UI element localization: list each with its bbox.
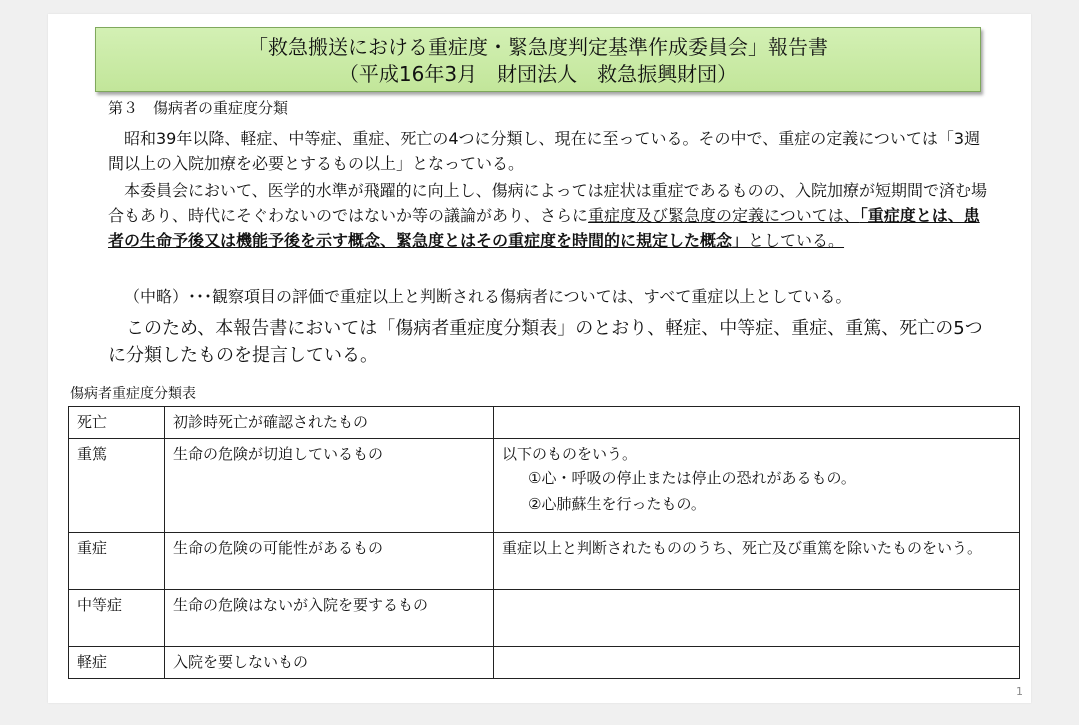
paragraph-2 bbox=[108, 178, 988, 253]
table-row bbox=[69, 439, 1020, 533]
paragraph-2-underlined: 重症度及び緊急度の定義については、 bbox=[588, 206, 860, 225]
definition-cell: 入院を要しないもの bbox=[165, 647, 494, 679]
page-number: 1 bbox=[1016, 685, 1023, 698]
definition-cell: 生命の危険が切迫しているもの bbox=[165, 439, 494, 533]
title-line-1: 「救急搬送における重症度・緊急度判定基準作成委員会」報告書 bbox=[248, 35, 828, 59]
paragraph-4-text: このため、本報告書においては「傷病者重症度分類表」のとおり、軽症、中等症、重症、重篤、死亡の5つに分類したものを提言している。 bbox=[108, 318, 983, 366]
notes-cell bbox=[494, 439, 1020, 533]
level-cell: 死亡 bbox=[69, 407, 165, 439]
table-row bbox=[69, 590, 1020, 647]
notes-cell bbox=[494, 647, 1020, 679]
level-cell: 軽症 bbox=[69, 647, 165, 679]
notes-cell bbox=[494, 407, 1020, 439]
level-cell: 重症 bbox=[69, 533, 165, 590]
level-cell: 重篤 bbox=[69, 439, 165, 533]
paragraph-3-text: （中略）･･･観察項目の評価で重症以上と判断される傷病者については、すべて重症以上としている。 bbox=[124, 287, 852, 306]
severity-definition: 「重症度とは、患者の生命予後又は機能予後を示す概念、緊急度とはその重症度を時間的に規定した概念」 bbox=[108, 206, 980, 250]
notes-sub-item-2: ②心肺蘇生を行ったもの。 bbox=[528, 495, 706, 513]
level-cell: 中等症 bbox=[69, 590, 165, 647]
paragraph-4 bbox=[108, 315, 988, 369]
table-row bbox=[69, 533, 1020, 590]
definition-cell: 生命の危険の可能性があるもの bbox=[165, 533, 494, 590]
notes-text: 以下のものをいう。 bbox=[502, 445, 638, 463]
table-row bbox=[69, 647, 1020, 679]
title-box bbox=[95, 27, 981, 92]
document-page bbox=[48, 14, 1031, 703]
table-title: 傷病者重症度分類表 bbox=[70, 386, 196, 402]
definition-cell: 初診時死亡が確認されたもの bbox=[165, 407, 494, 439]
paragraph-1 bbox=[108, 126, 988, 176]
paragraph-1-text: 昭和39年以降、軽症、中等症、重症、死亡の4つに分類し、現在に至っている。その中で、重症の定義については「3週間以上の入院加療を必要とするもの以上」となっている。 bbox=[108, 129, 981, 173]
severity-classification-table bbox=[68, 406, 1020, 679]
paragraph-2-text: 本委員会において、医学的水準が飛躍的に向上し、傷病によっては症状は重症であるものの、入院加療が短期間で済む場合もあり、時代にそぐわないのではないか等の議論があり、さらに bbox=[108, 181, 988, 225]
section-heading: 第３ 傷病者の重症度分類 bbox=[108, 99, 289, 117]
paragraph-2-underlined-end: としている。 bbox=[748, 231, 845, 250]
notes-sub-item-1: ①心・呼吸の停止または停止の恐れがあるもの。 bbox=[528, 469, 856, 487]
notes-cell: 重症以上と判断されたもののうち、死亡及び重篤を除いたものをいう。 bbox=[494, 533, 1020, 590]
title-line-2: （平成16年3月 財団法人 救急振興財団） bbox=[338, 62, 738, 86]
table-row bbox=[69, 407, 1020, 439]
definition-cell: 生命の危険はないが入院を要するもの bbox=[165, 590, 494, 647]
notes-cell bbox=[494, 590, 1020, 647]
paragraph-3 bbox=[108, 284, 988, 309]
